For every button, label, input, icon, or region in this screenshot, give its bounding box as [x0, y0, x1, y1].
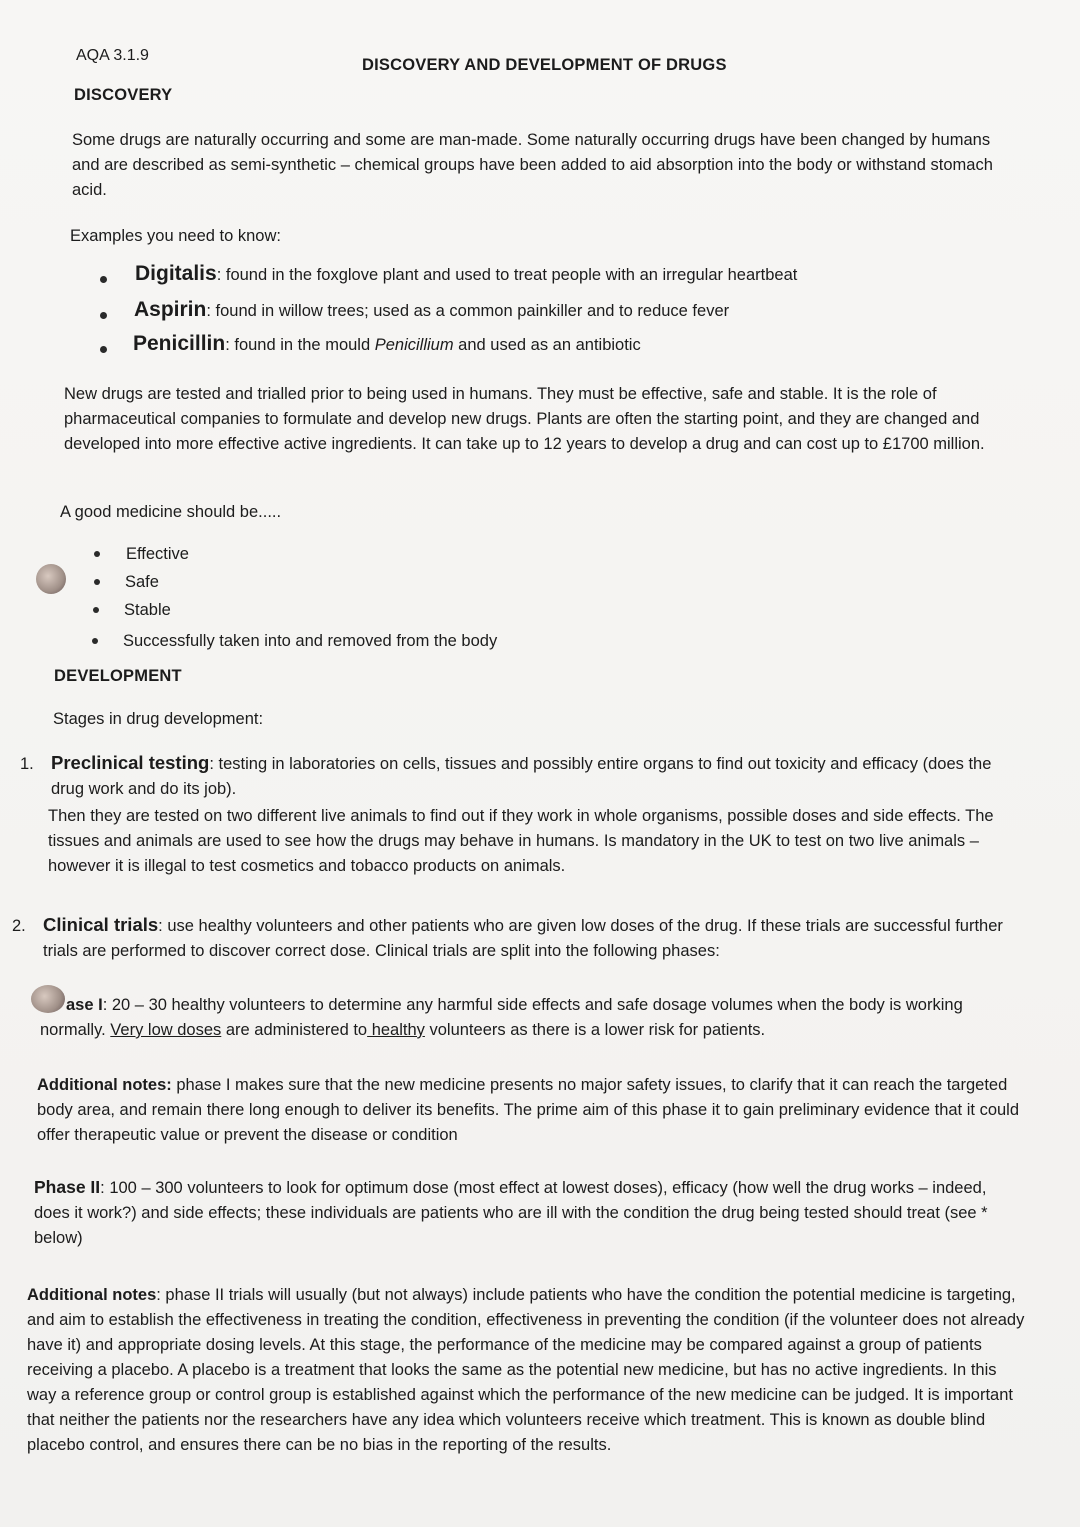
notes-2-paragraph [27, 1283, 1027, 1458]
example-text: and used as an antibiotic [453, 336, 641, 354]
bullet-icon [92, 638, 98, 644]
examples-label: Examples you need to know: [70, 227, 281, 245]
phase-label: ase I [66, 996, 103, 1014]
phase-text: : 100 – 300 volunteers to look for optimum dose (most effect at lowest doses), efficacy (how well the drug works – indeed, does it work?) and side effects; these individuals are patients who are ill with the condition the drug being tested should treat (see * below) [34, 1179, 988, 1247]
phase-underline: Very low doses [110, 1021, 222, 1039]
list-item-text: Successfully taken into and removed from the body [123, 632, 498, 650]
stages-label: Stages in drug development: [53, 710, 264, 728]
example-name: Digitalis [135, 262, 217, 285]
example-text: : found in willow trees; used as a common painkiller and to reduce fever [206, 302, 730, 320]
phase-text: : 20 – 30 healthy volunteers to determine any harmful side effects and safe dosage volumes when the body is working normally. [40, 996, 963, 1039]
page-title: DISCOVERY AND DEVELOPMENT OF DRUGS [362, 56, 727, 74]
notes-text: phase I makes sure that the new medicine presents no major safety issues, to clarify that it can reach the targeted body area, and remain there long enough to deliver its benefits. The prime aim of this phase it to gain preliminary evidence that it could offer therapeutic value or prevent the disease or condition [37, 1076, 1020, 1144]
bullet-icon [94, 579, 100, 585]
notes-label: Additional notes: [37, 1076, 172, 1094]
bullet-icon [100, 276, 107, 283]
notes-label: Additional notes [27, 1286, 157, 1304]
phase-text: volunteers as there is a lower risk for patients. [424, 1021, 766, 1039]
example-text: : found in the mould [225, 336, 375, 354]
example-name: Penicillin [133, 332, 226, 355]
stage-title: Preclinical testing [51, 752, 210, 773]
stage-2-text [43, 912, 1013, 964]
development-heading: DEVELOPMENT [54, 667, 182, 685]
stage-title: Clinical trials [43, 914, 159, 935]
stage-1-animals: Then they are tested on two different live animals to find out if they work in whole organisms, possible doses and side effects. The tissues and animals are used to see how the drugs may behave in humans. Is mandatory in the UK to test on two live animals – however it is illegal to test cosmetics and tobacco products on animals. [48, 807, 994, 875]
notes-text: : phase II trials will usually (but not always) include patients who have the condition the potential medicine is targeting, and aim to establish the effectiveness in treating the condition, effectiveness in preventing the condition (if the volunteer does not already have it) and appropriate dosing levels. At this stage, the performance of the medicine may be compared against a group of patients receiving a placebo. A placebo is a treatment that looks the same as the potential new medicine, but has no active ingredients. In this way a reference group or control group is established against which the performance of the new medicine can be judged. It is important that neither the patients nor the researchers have any idea which volunteers receive which treatment. This is known as double blind placebo control, and ensures there can be no bias in the reporting of the results. [27, 1286, 1025, 1454]
discovery-heading: DISCOVERY [74, 86, 173, 104]
stage-1-text [51, 750, 1026, 802]
stage-number: 1. [20, 755, 34, 773]
bullet-icon [93, 607, 99, 613]
example-item [100, 332, 1040, 366]
example-text: : found in the foxglove plant and used to treat people with an irregular heartbeat [216, 266, 798, 284]
punch-hole [36, 564, 66, 594]
list-item-text: Effective [126, 545, 189, 563]
example-name: Aspirin [134, 298, 207, 321]
course-code: AQA 3.1.9 [76, 47, 149, 64]
bullet-icon [100, 312, 107, 319]
example-italic: Penicillium [374, 336, 454, 354]
list-item-text: Safe [125, 573, 159, 591]
good-medicine-label: A good medicine should be..... [60, 503, 282, 521]
phase-1-paragraph [40, 993, 1030, 1043]
notes-1-paragraph [37, 1073, 1027, 1148]
bullet-icon [94, 551, 100, 557]
stage-text: : testing in laboratories on cells, tissues and possibly entire organs to find out toxicity and efficacy (does the drug work and do its job). [51, 755, 992, 798]
new-drugs-paragraph: New drugs are tested and trialled prior to being used in humans. They must be effective, safe and stable. It is the role of pharmaceutical companies to formulate and develop new drugs. Plants are often the starting point, and they are changed and developed into more effective active ingredients. It can take up to 12 years to develop a drug and can cost up to £1700 million. [64, 385, 985, 453]
stage-number: 2. [12, 917, 26, 935]
stage-text: : use healthy volunteers and other patients who are given low doses of the drug. If these trials are successful further trials are performed to discover correct dose. Clinical trials are split into the following phases: [43, 917, 1003, 960]
phase-2-paragraph [34, 1175, 999, 1251]
example-item [100, 298, 1040, 332]
phase-text: are administered to [221, 1021, 368, 1039]
example-item [100, 262, 1040, 298]
examples-list [100, 262, 1040, 366]
discovery-intro: Some drugs are naturally occurring and some are man-made. Some naturally occurring drugs have been changed by humans and are described as semi-synthetic – chemical groups have been added to aid absorption into the body or withstand stomach acid. [72, 131, 993, 199]
bullet-icon [100, 346, 107, 353]
phase-underline: healthy [367, 1021, 425, 1039]
phase-label: Phase II [34, 1177, 101, 1197]
list-item-text: Stable [124, 601, 171, 619]
